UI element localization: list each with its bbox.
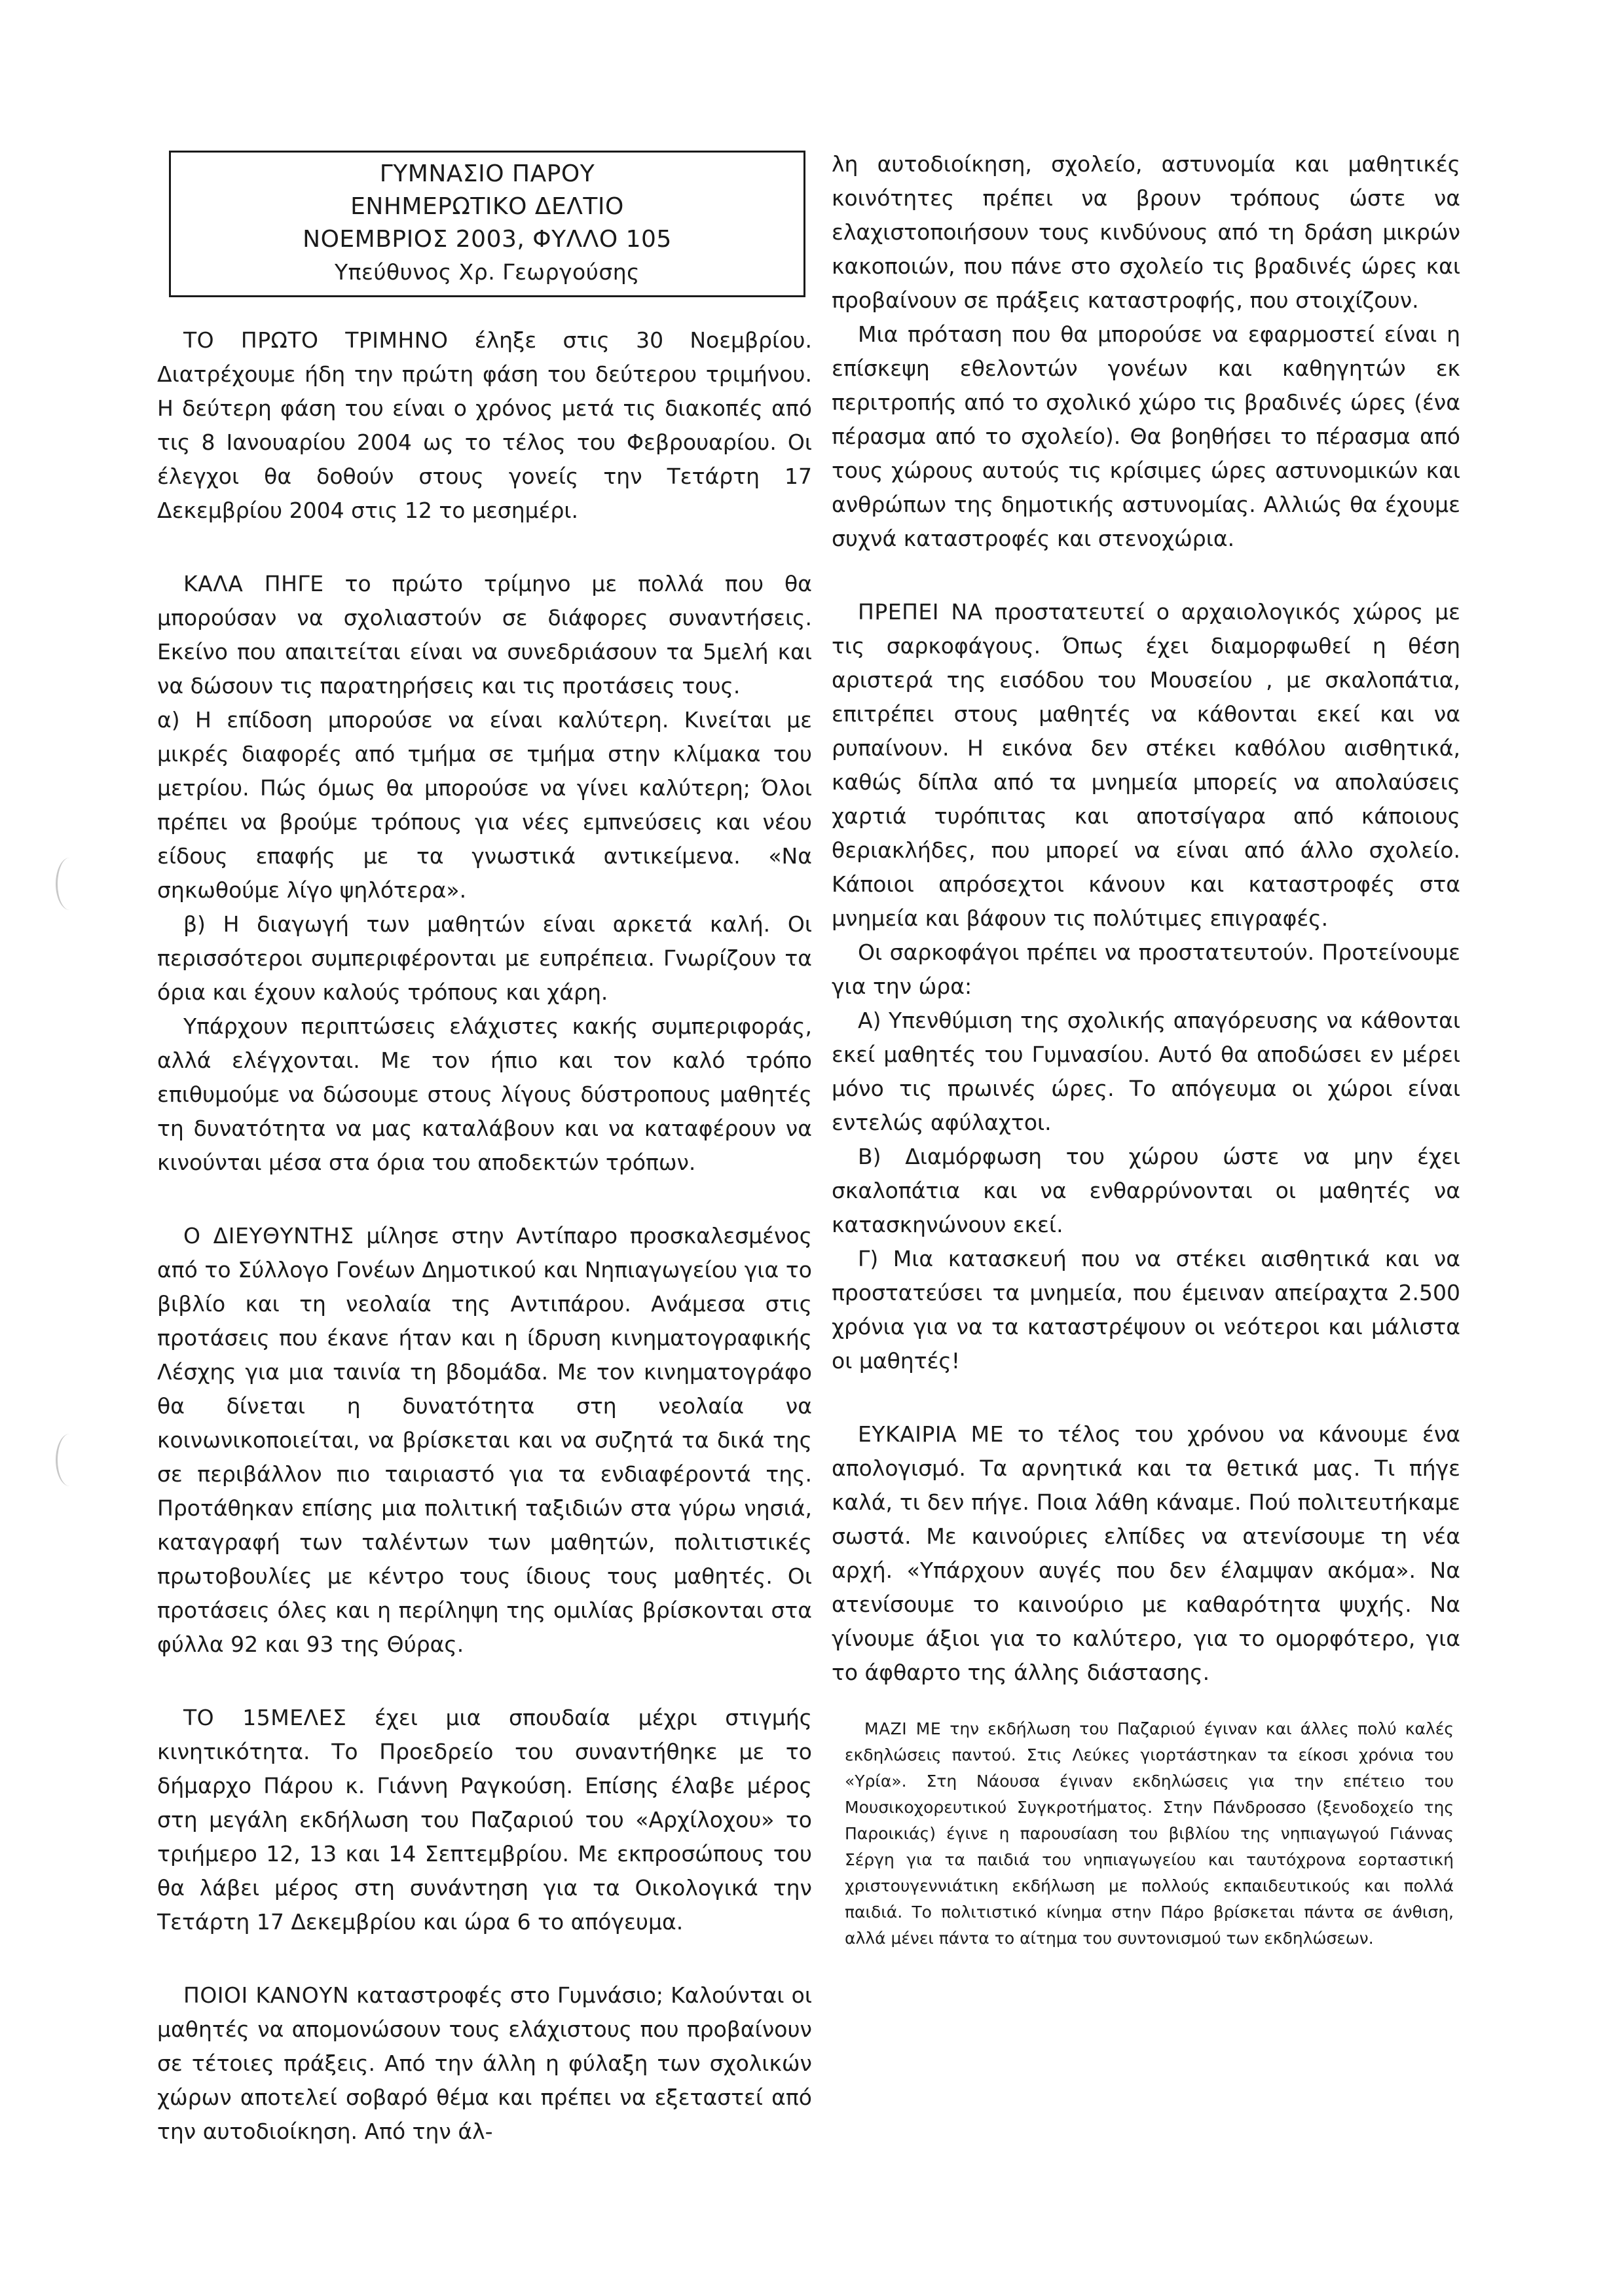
paragraph [157,1701,812,1939]
article-text: έχει μια σπουδαία μέχρι στιγμής κινητικότητα. Το Προεδρείο του συναντήθηκε με το δήμαρχο Πάρου κ. Γιάννη Ραγκούση. Επίσης έλαβε μέρος στη μεγάλη εκδήλωση του Παζαριού του «Αρχίλοχου» το τριήμερο 12, 13 και 14 Σεπτεμβρίου. Με εκπροσώπους του θα λάβει μέρος στη συνάντηση για τα Οικολογικά την Τετάρτη 17 Δεκεμβρίου και ώρα 6 το απόγευμα. [157,1705,812,1935]
article-text: προστατευτεί ο αρχαιολογικός χώρος με τις σαρκοφάγους. Όπως έχει διαμορφωθεί η θέση αριστερά της εισόδου του Μουσείου , με σκαλοπάτια, επιτρέπει στους μαθητές να κάθονται εκεί και να ρυπαίνουν. Η εικόνα δεν στέκει καθόλου αισθητικά, καθώς δίπλα από τα μνημεία μπορείς να απολαύσεις χαρτιά τυρόπιτας και αποτσίγαρα από κάποιους θεριακλήδες, που μπορεί να είναι από άλλο σχολείο. Κάποιοι απρόσεχτοι κάνουν και καταστροφές στα μνημεία και βάφουν τις πολύτιμες επιγραφές. [832,599,1460,931]
paragraph [832,1417,1460,1690]
paragraph [157,1978,812,2149]
article-archaeological-site [832,595,1460,1378]
bulletin-title: ΕΝΗΜΕΡΩΤΙΚΟ ΔΕΛΤΙΟ [350,193,624,220]
paragraph [157,567,812,703]
article-text: το πρώτο τρίμηνο με πολλά που θα μπορούσαν να σχολιαστούν σε διάφορες συναντήσεις. Εκείνο που απαιτείται είναι να συνεδριάσουν τα 5μελή και να δώσουν τις παρατηρήσεις και τις προτάσεις τους. [157,571,812,699]
article-lead: ΚΑΛΑ ΠΗΓΕ [183,571,324,596]
article-events-note [845,1716,1454,1952]
article-went-well [157,567,812,1180]
article-year-review [832,1417,1460,1690]
article-lead: ΤΟ ΠΡΩΤΟ ΤΡΙΜΗΝΟ [183,327,449,353]
article-lead: Ο ΔΙΕΥΘΥΝΤΗΣ [183,1223,354,1248]
section-spacer [157,1180,812,1219]
paragraph [845,1716,1454,1952]
article-first-term [157,323,812,528]
article-text: το τέλος του χρόνου να κάνουμε ένα απολογισμό. Τα αρνητικά και τα θετικά μας. Τι πήγε καλά, τι δεν πήγε. Ποια λάθη κάναμε. Πού πολιτευτήκαμε σωστά. Με καινούριες ελπίδες να ατενίσουμε τη νέα αρχή. «Υπάρχουν αυγές που δεν έλαμψαν ακόμα». Να ατενίσουμε το καινούριο με καθαρότητα ψυχής. Να γίνουμε άξιοι για το καλύτερο, για το ομορφότερο, για το άφθαρτο της άλλης διάστασης. [832,1421,1461,1685]
paragraph: Γ) Μια κατασκευή που να στέκει αισθητικά και να προστατεύσει τα μνημεία, που έμειναν απείραχτα 2.500 χρόνια για να τα καταστρέψουν οι νεότεροι και μάλιστα οι μαθητές! [832,1246,1460,1374]
article-text: την εκδήλωση του Παζαριού έγιναν και άλλες πολύ καλές εκδηλώσεις παντού. Στις Λεύκες γιορτάστηκαν τα είκοσι χρόνια του «Υρία». Στη Νάουσα έγιναν εκδηλώσεις για την επέτειο του Μουσικοχορευτικού Συγκροτήματος. Στην Πάνδροσσο (ξενοδοχείο της Παροικιάς) έγινε η παρουσίαση του βιβλίου της νηπιαγωγού Γιάννας Σέργη για τα παιδιά του νηπιαγωγείου και ταυτόχρονα εορταστική χριστουγεννιάτικη εκδήλωση με πολλούς εκπαιδευτικούς και πολλά παιδιά. Το πολιτιστικό κίνημα στην Πάρο βρίσκεται πάντα σε άνθιση, αλλά μένει πάντα το αίτημα του συντονισμού των εκδηλώσεων. [845,1719,1454,1948]
section-spacer [832,556,1460,595]
school-name: ΓΥΜΝΑΣΙΟ ΠΑΡΟΥ [379,160,595,187]
left-column [157,151,812,2149]
punch-hole-mark [56,1434,84,1486]
paragraph: β) Η διαγωγή των μαθητών είναι αρκετά καλή. Οι περισσότεροι συμπεριφέρονται με ευπρέπεια. Γνωρίζουν τα όρια και έχουν καλούς τρόπους και χάρη. [157,911,812,1005]
section-spacer [157,528,812,567]
paragraph: Οι σαρκοφάγοι πρέπει να προστατευτούν. Προτείνουμε για την ώρα: [832,939,1460,999]
article-lead: ΠΡΕΠΕΙ ΝΑ [858,599,983,625]
article-vandalism [157,1978,812,2149]
right-column [832,147,1460,1952]
masthead-box [169,151,805,297]
paragraph: λη αυτοδιοίκηση, σχολείο, αστυνομία και μαθητικές κοινότητες πρέπει να βρουν τρόπους ώστε να ελαχιστοποιήσουν τους κινδύνους από τη δράση μικρών κακοποιών, που πάνε στο σχολείο τις βραδινές ώρες και προβαίνουν σε πράξεις καταστροφής, που στοιχίζουν. [832,151,1460,313]
paragraph [157,1219,812,1662]
paragraph [157,323,812,528]
editor-line: Υπεύθυνος Χρ. Γεωργούσης [334,259,640,285]
paragraph: Α) Υπενθύμιση της σχολικής απαγόρευσης να κάθονται εκεί μαθητές του Γυμνασίου. Αυτό θα αποδώσει εν μέρει μόνο τις πρωινές ώρες. Το απόγευμα οι χώροι είναι εντελώς αφύλαχτοι. [832,1008,1460,1135]
section-spacer [157,1939,812,1978]
paragraph: Β) Διαμόρφωση του χώρου ώστε να μην έχει σκαλοπάτια και να ενθαρρύνονται οι μαθητές να κατασκηνώνουν εκεί. [832,1144,1460,1237]
paragraph: α) Η επίδοση μπορούσε να είναι καλύτερη. Κινείται με μικρές διαφορές από τμήμα σε τμήμα στην κλίμακα του μετρίου. Πώς όμως θα μπορούσε να γίνει καλύτερη; Όλοι πρέπει να βρούμε τρόπους για νέες εμπνεύσεις και νέου είδους επαφής με τα γνωστικά αντικείμενα. «Να σηκωθούμε λίγο ψηλότερα». [157,707,812,903]
article-lead: ΕΥΚΑΙΡΙΑ ΜΕ [858,1421,1005,1447]
paragraph [832,595,1460,936]
punch-hole-mark [56,858,84,910]
article-lead: ΜΑΖΙ ΜΕ [864,1719,942,1738]
article-vandalism-continued [832,147,1460,556]
article-fifteen-member [157,1701,812,1939]
article-lead: ΤΟ 15ΜΕΛΕΣ [183,1705,347,1730]
section-spacer [157,1662,812,1701]
issue-info: ΝΟΕΜΒΡΙΟΣ 2003, ΦΥΛΛΟ 105 [303,226,672,253]
article-text: έληξε στις 30 Νοεμβρίου. Διατρέχουμε ήδη την πρώτη φάση του δεύτερου τριμήνου. Η δεύτερη φάση του είναι ο χρόνος μετά τις διακοπές από τις 8 Ιανουαρίου 2004 ως το τέλος του Φεβρουαρίου. Οι έλεγχοι θα δοθούν στους γονείς την Τετάρτη 17 Δεκεμβρίου 2004 στις 12 το μεσημέρι. [157,327,812,523]
article-lead: ΠΟΙΟΙ ΚΑΝΟΥΝ [183,1982,350,2008]
article-text: μίλησε στην Αντίπαρο προσκαλεσμένος από το Σύλλογο Γονέων Δημοτικού και Νηπιαγωγείου για το βιβλίο και τη νεολαία της Αντιπάρου. Ανάμεσα στις προτάσεις που έκανε ήταν και η ίδρυση κινηματογραφικής Λέσχης για μια ταινία τη βδομάδα. Με τον κινηματογράφο θα δίνεται η δυνατότητα στη νεολαία να κοινωνικοποιείται, να βρίσκεται και να συζητά τα δικά της σε περιβάλλον πιο ταιριαστό για τα ενδιαφέροντά της. Προτάθηκαν επίσης μια πολιτική ταξιδιών στα γύρω νησιά, καταγραφή των ταλέντων των μαθητών, πολιτιστικές πρωτοβουλίες με κέντρο τους ίδιους τους μαθητές. Οι προτάσεις όλες και η περίληψη της ομιλίας βρίσκονται στα φύλλα 92 και 93 της Θύρας. [157,1223,812,1657]
section-spacer [832,1690,1460,1716]
paragraph: Μια πρόταση που θα μπορούσε να εφαρμοστεί είναι η επίσκεψη εθελοντών γονέων και καθηγητών εκ περιτροπής από το σχολικό χώρο τις βραδινές ώρες (ένα πέρασμα από το σχολείο). Θα βοηθήσει το πέρασμα από τους χώρους αυτούς τις κρίσιμες ώρες αστυνομικών και ανθρώπων της δημοτικής αστυνομίας. Αλλιώς θα έχουμε συχνά καταστροφές και στενοχώρια. [832,321,1460,551]
article-text: καταστροφές στο Γυμνάσιο; Καλούνται οι μαθητές να απομονώσουν τους ελάχιστους που προβαίνουν σε τέτοιες πράξεις. Από την άλλη η φύλαξη των σχολικών χώρων αποτελεί σοβαρό θέμα και πρέπει να εξεταστεί από την αυτοδιοίκηση. Από την άλ- [157,1982,813,2144]
article-director [157,1219,812,1662]
paragraph: Υπάρχουν περιπτώσεις ελάχιστες κακής συμπεριφοράς, αλλά ελέγχονται. Με τον ήπιο και τον καλό τρόπο επιθυμούμε να δώσουμε στους λίγους δύστροπους μαθητές τη δυνατότητα να μας καταλάβουν και να καταφέρουν να κινούνται μέσα στα όρια του αποδεκτών τρόπων. [157,1013,812,1175]
section-spacer [832,1378,1460,1417]
